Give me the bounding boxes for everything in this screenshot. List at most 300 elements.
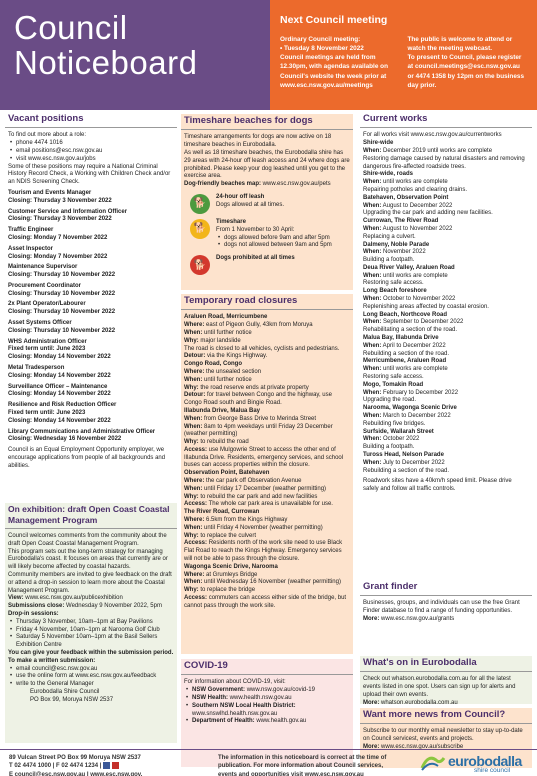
zone-text xyxy=(216,194,284,210)
youtube-icon[interactable] xyxy=(112,762,119,769)
zone-rule: • dogs not allowed between 9am and 5pm xyxy=(216,242,332,250)
news-heading: Want more news from Council? xyxy=(360,708,532,724)
job-title: Procurement Coordinator xyxy=(8,282,82,289)
detail-label: Where: xyxy=(184,478,205,485)
when-label: When: xyxy=(363,272,382,279)
zone-rules xyxy=(216,235,332,251)
vacant-positions-heading: Vacant positions xyxy=(5,112,177,128)
when-label: When: xyxy=(363,366,382,373)
job-title: Metal Tradesperson xyxy=(8,365,65,372)
detail-label: Detour: xyxy=(184,392,206,399)
work-name: Currowan, The River Road xyxy=(363,218,439,225)
detail-label: Access: xyxy=(184,501,208,508)
footer-contact xyxy=(9,754,142,776)
closure-detail xyxy=(184,439,350,447)
address-line: PO Box 99, Moruya NSW 2537 xyxy=(30,696,114,703)
detail-value: to rebuild the road xyxy=(200,439,249,446)
job-closing: Closing: Monday 14 November 2022 xyxy=(8,354,111,361)
detail-value: major landslide xyxy=(200,337,241,344)
work-when xyxy=(363,343,529,351)
covid-source: Southern NSW Local Health District: xyxy=(192,702,296,709)
dog-zone xyxy=(190,194,350,214)
closure-name: Observation Point, Batehaven xyxy=(184,470,270,477)
beaches-para: As well as 18 timeshare beaches, the Eurobodalla shire has 29 areas with 24-hour off leash access and 24 where dogs are prohibited. Please keep your dog leashed until you get to the exercise area. xyxy=(184,149,350,180)
dog-beaches-heading: Timeshare beaches for dogs xyxy=(181,114,353,130)
detail-label: When: xyxy=(184,329,203,336)
work-desc: Rebuilding five bridges. xyxy=(363,420,426,427)
detail-value: Residents north of the work site need to use Black Flat Road to reach the Kings Highway. Emergency services will not be able to pass through the closure. xyxy=(184,540,343,563)
dog-icon: 🐕 xyxy=(190,219,210,239)
drop-in-heading xyxy=(8,611,174,619)
detail-label: Where: xyxy=(184,517,205,524)
work-desc: Building a footpath. xyxy=(363,444,415,451)
job-closing: Closing: Thursday 10 November 2022 xyxy=(8,272,116,279)
road-closures-heading: Temporary road closures xyxy=(181,294,353,310)
job-title: Asset Systems Officer xyxy=(8,320,72,327)
job-title: Surveillance Officer – Maintenance xyxy=(8,383,108,390)
covid-url[interactable]: www.nsw.gov.au/covid-19 xyxy=(246,687,315,694)
detail-value: east of Pigeon Gully, 43km from Moruya xyxy=(206,322,313,329)
job-closing: Closing: Thursday 10 November 2022 xyxy=(8,309,116,316)
detail-label: When: xyxy=(184,423,203,430)
grant-text: Businesses, groups, and individuals can use the free Grant Finder database to find a range of funding opportunities. xyxy=(363,600,520,615)
detail-label: When: xyxy=(184,524,203,531)
closure-detail xyxy=(184,572,350,580)
detail-label: Why: xyxy=(184,439,199,446)
zone-desc: From 1 November to 30 April: xyxy=(216,226,295,233)
zone-label: Timeshare xyxy=(216,218,246,225)
when-value: August to November 2022 xyxy=(382,225,453,232)
zone-text xyxy=(216,255,295,263)
job-title: Library Communications and Administrative Officer xyxy=(8,428,156,435)
closure-detail xyxy=(184,385,350,393)
detail-value: to replace the bridge xyxy=(200,587,256,594)
dog-zone xyxy=(190,219,350,250)
job-closing: Closing: Monday 7 November 2022 xyxy=(8,234,108,241)
when-label: When: xyxy=(363,342,382,349)
work-when xyxy=(363,226,529,234)
detail-label: Why: xyxy=(184,587,199,594)
job-listing xyxy=(8,429,174,445)
meeting-title: Next Council meeting xyxy=(280,14,388,26)
vacant-note: Some of these positions may require a National Criminal History Record Check, a Working with Children Check and/or an NDIS Screening Check. xyxy=(8,163,171,186)
session-item: • Thursday 3 November, 10am–1pm at Bay Pavilions xyxy=(8,619,174,627)
facebook-icon[interactable] xyxy=(103,762,110,769)
closure-name: Congo Road, Congo xyxy=(184,361,242,368)
job-listing xyxy=(8,384,174,400)
zone-label: Dogs prohibited at all times xyxy=(216,255,295,262)
meeting-left-line: Ordinary Council meeting: xyxy=(280,35,361,43)
work-name: Long Beach foreshore xyxy=(363,288,427,295)
when-label: When: xyxy=(363,459,382,466)
work-when xyxy=(363,148,529,156)
closure-detail xyxy=(184,486,350,494)
work-name: Malua Bay, Illabunda Drive xyxy=(363,335,439,342)
vacant-intro: To find out more about a role: xyxy=(8,132,87,139)
submission-methods xyxy=(8,666,174,689)
dog-icon: 🐕 xyxy=(190,255,210,275)
method-item: • email council@esc.nsw.gov.au xyxy=(8,666,174,674)
when-value: until works are complete xyxy=(383,366,448,373)
job-closing: Closing: Monday 14 November 2022 xyxy=(8,417,111,424)
work-desc: Upgrading the car park and adding new facilities. xyxy=(363,210,493,217)
when-value: July to December 2022 xyxy=(383,459,445,466)
job-listing xyxy=(8,264,174,280)
page-footer xyxy=(0,749,537,776)
job-title: Resilience and Risk Reduction Officer xyxy=(8,402,117,409)
closure-detail xyxy=(184,517,350,525)
detail-value: until further notice xyxy=(204,376,252,383)
detail-value: until Wednesday 16 November (weather permitting) xyxy=(204,579,341,586)
when-value: August to December 2022 xyxy=(382,202,453,209)
work-desc: Repairing potholes and clearing drains. xyxy=(363,186,468,193)
title-line-2: Noticeboard xyxy=(14,44,198,81)
when-value: October 2022 xyxy=(383,436,420,443)
submissions-label: Submissions close: xyxy=(8,603,65,610)
covid-source: Department of Health: xyxy=(192,718,255,725)
dog-beaches-section xyxy=(181,114,353,290)
written-submission-intro: You can give your feedback within the submission period. To make a written submission: xyxy=(8,650,174,664)
work-when xyxy=(363,413,529,421)
more-label: More: xyxy=(363,615,380,622)
work-when xyxy=(363,366,529,374)
whats-on-heading: What's on in Eurobodalla xyxy=(360,656,532,672)
exhibition-para: This program sets out the long-term strategy for managing Eurobodalla's coast. It focuses on areas that currently are or will likely become affected by coastal hazards. xyxy=(8,548,168,571)
job-listing xyxy=(8,283,174,299)
work-name: Dalmeny, Noble Parade xyxy=(363,241,430,248)
noticeboard-header xyxy=(0,0,270,110)
closure-detail xyxy=(184,330,350,338)
covid-link-item xyxy=(184,718,350,726)
work-name: Tuross Head, Nelson Parade xyxy=(363,452,444,459)
job-listing xyxy=(8,301,174,317)
work-desc: Replacing a culvert. xyxy=(363,233,416,240)
when-value: October to November 2022 xyxy=(383,296,456,303)
method-item: • use the online form at www.esc.nsw.gov.au/feedback xyxy=(8,673,174,681)
detail-value: 6.5km from the Kings Highway xyxy=(206,517,288,524)
job-closing: Closing: Monday 7 November 2022 xyxy=(8,253,108,260)
whats-on-section xyxy=(360,656,532,704)
works-list xyxy=(363,140,529,475)
job-listing xyxy=(8,365,174,381)
detail-label: When: xyxy=(184,415,203,422)
detail-value: 8am to 4pm weekdays until Friday 23 December (weather permitting) xyxy=(184,423,333,438)
job-title: Maintenance Supervisor xyxy=(8,264,78,271)
map-link[interactable]: www.esc.nsw.gov.au/pets xyxy=(261,181,331,188)
covid-intro: For information about COVID-19, visit: xyxy=(184,679,286,686)
closure-detail xyxy=(184,353,350,361)
detail-value: from George Bass Drive to Merinda Street xyxy=(204,415,317,422)
more-label: More: xyxy=(363,743,380,750)
when-value: until works are complete xyxy=(383,179,448,186)
job-title: 2x Plant Operator/Labourer xyxy=(8,301,86,308)
grant-link[interactable]: www.esc.nsw.gov.au/grants xyxy=(379,615,455,622)
job-fixed-term: Fixed term until: June 2023 xyxy=(8,346,86,353)
grant-finder-section xyxy=(360,580,532,652)
job-listing xyxy=(8,227,174,243)
work-desc: Replenishing areas affected by coastal erosion. xyxy=(363,303,489,310)
meeting-right-text xyxy=(408,35,528,91)
closure-detail xyxy=(184,369,350,377)
exhibition-submissions xyxy=(8,603,174,611)
covid-link-item xyxy=(184,703,350,719)
job-title: Traffic Engineer xyxy=(8,227,54,234)
grant-more xyxy=(363,616,529,624)
work-desc: Rebuilding a section of the road. xyxy=(363,350,450,357)
job-listing xyxy=(8,320,174,336)
road-closures-section xyxy=(181,294,353,654)
work-name: Mogo, Tomakin Road xyxy=(363,381,424,388)
closure-detail xyxy=(184,416,350,424)
when-label: When: xyxy=(363,249,382,256)
work-desc: Restoring damage caused by natural disasters and removing dangerous fire-affected roadside trees. xyxy=(363,155,525,170)
detail-label: Where: xyxy=(184,571,205,578)
job-closing: Closing: Thursday 10 November 2022 xyxy=(8,290,116,297)
footer-phone: T 02 4474 1000 | F 02 4474 1234 | xyxy=(9,763,102,770)
detail-value: at Grumleys Bridge xyxy=(206,571,258,578)
job-title: Tourism and Events Manager xyxy=(8,189,92,196)
job-title: Customer Service and Information Officer xyxy=(8,208,128,215)
closure-detail xyxy=(184,579,350,587)
work-name: Batehaven, Observation Point xyxy=(363,194,449,201)
work-desc: Building a footpath. xyxy=(363,257,415,264)
covid-link-item xyxy=(184,695,350,703)
job-title: Asset Inspector xyxy=(8,245,54,252)
submissions-date: Wednesday 9 November 2022, 5pm xyxy=(64,603,162,610)
subscribe-link[interactable]: www.esc.nsw.gov.au/subscribe xyxy=(379,743,464,750)
detail-value: the road reserve ends at private property xyxy=(200,384,309,391)
detail-label: Detour: xyxy=(184,353,206,360)
works-intro: For all works visit www.esc.nsw.gov.au/currentworks xyxy=(363,132,502,139)
meeting-left-text xyxy=(280,35,400,91)
work-desc: Upgrading the road. xyxy=(363,397,417,404)
closure-detail xyxy=(184,322,350,330)
detail-label: Access: xyxy=(184,446,208,453)
closure-detail xyxy=(184,595,350,611)
meeting-left-line: Council meetings are held from 12.30pm, with agendas available on Council's website the week prior at www.esc.nsw.gov.au/meetings xyxy=(280,54,388,90)
closure-detail xyxy=(184,377,350,385)
job-listing xyxy=(8,339,174,362)
session-list xyxy=(8,619,174,650)
covid-links xyxy=(184,687,350,726)
closure-detail xyxy=(184,392,350,408)
vacant-positions-section xyxy=(5,112,177,471)
closure-list xyxy=(181,314,353,610)
drop-in-label: Drop-in sessions: xyxy=(8,611,59,618)
detail-value: to rebuild the car park and add new facilities xyxy=(200,493,318,500)
logo-mark-icon xyxy=(420,752,446,772)
contact-item: • email positions@esc.nsw.gov.au xyxy=(8,148,174,156)
detail-label: Why: xyxy=(184,493,199,500)
footer-address: 89 Vulcan Street PO Box 99 Moruya NSW 2537 xyxy=(9,755,141,761)
covid-source: NSW Government: xyxy=(192,687,246,694)
detail-value: via the Kings Highway. xyxy=(207,353,268,360)
detail-label: When: xyxy=(184,376,203,383)
covid-source: NSW Health: xyxy=(192,694,228,701)
exhibition-para: Council welcomes comments from the community about the draft Open Coast Coastal Management Program. xyxy=(8,533,167,547)
work-name: Narooma, Wagonga Scenic Drive xyxy=(363,405,457,412)
detail-label: Why: xyxy=(184,337,199,344)
detail-value: The whole car park area is unavailable for use. xyxy=(208,501,333,508)
job-closing: Closing: Monday 14 November 2022 xyxy=(8,372,111,379)
exhibition-view xyxy=(8,595,174,603)
detail-value: until Friday 4 November (weather permitting) xyxy=(204,524,323,531)
detail-label: When: xyxy=(184,485,203,492)
detail-label: Why: xyxy=(184,532,199,539)
logo-subtext: shire council xyxy=(474,767,511,774)
closure-detail xyxy=(184,447,350,470)
vacant-contacts xyxy=(8,140,174,163)
job-closing: Closing: Monday 14 November 2022 xyxy=(8,391,111,398)
job-closing: Closing: Thursday 10 November 2022 xyxy=(8,327,116,334)
work-name: Surfside, Wallarah Street xyxy=(363,428,434,435)
contact-item: • visit www.esc.nsw.gov.au/jobs xyxy=(8,156,174,164)
contact-item: • phone 4474 1016 xyxy=(8,140,174,148)
grant-heading: Grant finder xyxy=(360,580,532,596)
covid-link-item xyxy=(184,687,350,695)
logo-text: eurobodalla xyxy=(448,753,522,769)
detail-value: the car park off Observation Avenue xyxy=(206,478,302,485)
exhibition-heading: On exhibition: draft Open Coast Coastal Management Program xyxy=(5,503,177,529)
closure-detail xyxy=(184,494,350,502)
meeting-right-line: The public is welcome to attend or watch the meeting webcast. xyxy=(407,35,513,52)
closure-detail xyxy=(184,346,350,354)
method-item: • write to the General Manager xyxy=(8,681,174,689)
address-line: Eurobodalla Shire Council xyxy=(30,689,100,696)
dog-zones xyxy=(184,194,350,275)
title-line-1: Council xyxy=(14,9,128,46)
detail-value: for travel between Congo and the highway, use Congo Road south and Bingie Road. xyxy=(184,392,332,407)
covid-url[interactable]: www.snswlhd.health.nsw.gov.au xyxy=(192,710,278,717)
exhibition-para: Community members are invited to give feedback on the draft or attend a drop-in session to learn more about the Coastal Management Program. xyxy=(8,572,172,594)
work-when xyxy=(363,296,529,304)
work-desc: Rehabilitating a section of the road. xyxy=(363,327,458,334)
zone-desc: Dogs allowed at all times. xyxy=(216,201,285,208)
job-closing: Closing: Thursday 3 November 2022 xyxy=(8,216,112,223)
closure-name: The River Road, Currowan xyxy=(184,509,260,516)
closure-detail xyxy=(184,587,350,595)
work-when xyxy=(363,249,529,257)
job-list xyxy=(8,190,174,444)
footer-disclaimer: The information in this noticeboard is correct at the time of publication. For more information about Council services, events and opportunities visit www.esc.nsw.gov.au xyxy=(218,755,387,776)
news-text: Subscribe to our monthly email newsletter to stay up-to-date on Council servicest, events and projects. xyxy=(363,728,523,743)
closure-detail xyxy=(184,533,350,541)
work-when xyxy=(363,436,529,444)
job-listing xyxy=(8,190,174,206)
closure-detail xyxy=(184,501,350,509)
closure-name: Araluen Road, Merricumbene xyxy=(184,314,268,321)
map-label: Dog-friendly beaches map: xyxy=(184,181,262,188)
when-label: When: xyxy=(363,179,382,186)
closure-name: Illabunda Drive, Malua Bay xyxy=(184,407,261,414)
job-listing xyxy=(8,209,174,225)
when-label: When: xyxy=(363,225,382,232)
beaches-intro: Timeshare arrangements for dogs are now active on 18 timeshare beaches in Eurobodalla. xyxy=(184,134,332,149)
eeo-statement: Council is an Equal Employment Opportunity employer, we encourage applications from people of all backgrounds and abilities. xyxy=(8,447,166,469)
closure-detail xyxy=(184,478,350,486)
detail-label: Where: xyxy=(184,368,205,375)
work-name: Shire-wide xyxy=(363,140,394,147)
work-desc: Rebuilding a section of the road. xyxy=(363,467,450,474)
dog-zone xyxy=(190,255,350,275)
footer-email: E council@esc.nsw.gov.au I www.esc.nsw.gov. xyxy=(9,771,143,776)
when-label: When: xyxy=(363,202,382,209)
zone-text xyxy=(216,219,332,250)
when-value: February to December 2022 xyxy=(383,389,459,396)
when-value: September to December 2022 xyxy=(383,319,464,326)
when-label: When: xyxy=(363,436,382,443)
footer-phone-row xyxy=(9,762,142,770)
dog-icon: 🐕 xyxy=(190,194,210,214)
when-label: When: xyxy=(363,319,382,326)
detail-label: Access: xyxy=(184,595,208,602)
detail-label: When: xyxy=(184,579,203,586)
work-name: Long Beach, Northcove Road xyxy=(363,311,448,318)
detail-label: Where: xyxy=(184,322,205,329)
council-meeting-panel xyxy=(270,0,537,110)
exhibition-section xyxy=(5,503,177,743)
view-link[interactable]: www.esc.nsw.gov.au/publicexhibition xyxy=(23,595,123,602)
detail-value: use Mulgowrie Street to access the other end of Illabunda Drive. Residents, emergency services, and school buses can access properties within the closure. xyxy=(184,446,344,469)
work-when xyxy=(363,179,529,187)
detail-label: Why: xyxy=(184,384,199,391)
closure-detail xyxy=(184,540,350,563)
closure-name: Wagonga Scenic Drive, Narooma xyxy=(184,563,278,570)
view-label: View: xyxy=(8,595,24,602)
covid-url[interactable]: www.health.nsw.gov.au xyxy=(229,694,292,701)
eurobodalla-logo xyxy=(420,752,530,774)
work-name: Shire-wide, roads xyxy=(363,171,414,178)
covid-url[interactable]: www.health.gov.au xyxy=(256,718,307,725)
when-value: March to December 2022 xyxy=(383,413,451,420)
job-listing xyxy=(8,246,174,262)
when-label: When: xyxy=(363,147,382,154)
job-fixed-term: Fixed term until: June 2023 xyxy=(8,410,86,417)
work-when xyxy=(363,460,529,468)
current-works-heading: Current works xyxy=(360,112,532,128)
work-desc: Restoring safe access. xyxy=(363,374,424,381)
zone-label: 24-hour off leash xyxy=(216,193,265,200)
speed-limit-note: Roadwork sites have a 40km/h speed limit. Please drive safely and follow all traffic controls. xyxy=(363,478,512,493)
whats-on-link[interactable]: whatson.eurobodalla.com.au xyxy=(379,699,458,706)
detail-value: until further notice xyxy=(204,329,252,336)
when-label: When: xyxy=(363,413,382,420)
detail-value: the unsealed section xyxy=(206,368,262,375)
work-desc: Restoring safe access. xyxy=(363,280,424,287)
work-when xyxy=(363,390,529,398)
closure-detail xyxy=(184,424,350,440)
work-when xyxy=(363,273,529,281)
more-label: More: xyxy=(363,699,380,706)
detail-value: commuters can access either side of the bridge, but cannot pass through the work site. xyxy=(184,595,347,609)
job-closing: Closing: Wednesday 16 November 2022 xyxy=(8,436,122,443)
work-name: Merricumbene, Araluen Road xyxy=(363,358,447,365)
whats-on-more xyxy=(363,700,529,708)
session-item: • Friday 4 November, 10am–1pm at Narooma Golf Club xyxy=(8,627,174,635)
work-when xyxy=(363,319,529,327)
when-value: April to December 2022 xyxy=(382,342,446,349)
zone-rule: • dogs allowed before 9am and after 5pm xyxy=(216,235,332,243)
detail-value: until Friday 17 December (weather permitting) xyxy=(204,485,327,492)
detail-value: to replace the culvert xyxy=(200,532,257,539)
job-listing xyxy=(8,402,174,425)
closure-detail xyxy=(184,338,350,346)
job-closing: Closing: Thursday 3 November 2022 xyxy=(8,197,112,204)
covid-heading: COVID-19 xyxy=(181,659,353,675)
when-label: When: xyxy=(363,296,382,303)
when-value: December 2019 until works are complete xyxy=(383,147,493,154)
meeting-right-line: To present to Council, please register at council.meetings@esc.nsw.gov.au or 4474 1358 by 12pm on the business day prior. xyxy=(407,54,525,90)
